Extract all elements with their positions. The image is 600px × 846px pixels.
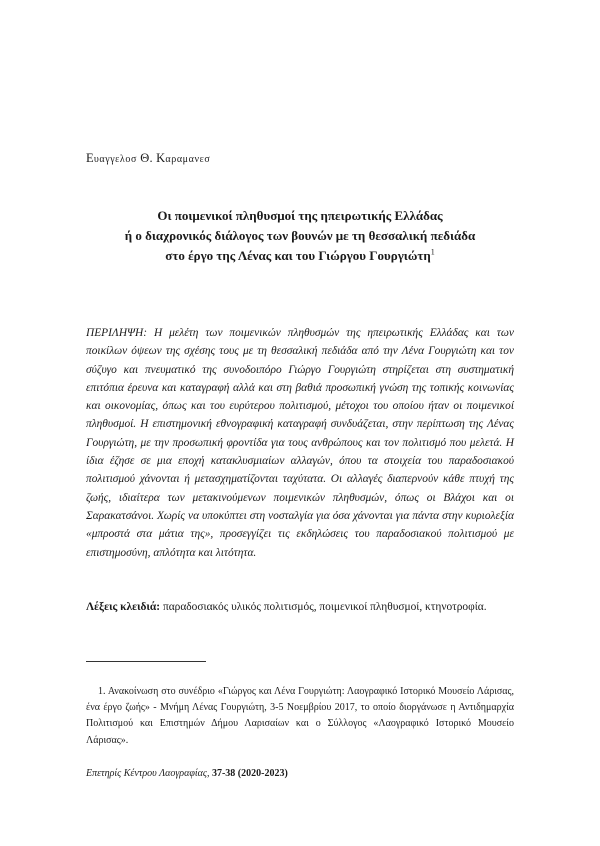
author-last-initial: Κ (156, 151, 166, 165)
title-line-3 (86, 246, 514, 266)
abstract (86, 324, 514, 562)
abstract-text: Η μελέτη των ποιμενικών πληθυσμών της ηπειρωτικής Ελλάδας και των ποικίλων όψεων της σχέσης τους με τη θεσσαλική πεδιάδα από την Λένα Γουργιώτη και τον σύζυγο και πνευματικό της συνοδοιπόρο Γιώργο Γουργιώτη στηρίζεται στη συστηματική επιτόπια έρευνα και καταγραφή αλλά και στη βαθιά προσωπική γνώση της τοπικής κοινωνίας και οικονομίας, όπως και του ευρύτερου πολιτισμού, μέτοχοι του οποίου ήταν οι ποιμενικοί πληθυσμοί. Η επιστημονική εθνογραφική καταγραφή συνδυάζεται, στην περίπτωση της Λένας Γουργιώτη, με την προσωπική φροντίδα για τους ανθρώπους και τον πολιτισμό που μελετά. Η ίδια έζησε σε μια εποχή κατακλυσμιαίων αλλαγών, όπου τα στοιχεία του παραδοσιακού πολιτισμού χάνονται ή μετασχηματίζονται ταχύτατα. Οι αλλαγές διαπερνούν κάθε πτυχή της ζωής, ιδιαίτερα των μετακινούμενων ποιμενικών πληθυσμών, όπως οι Βλάχοι και οι Σαρακατσάνοι. Χωρίς να υποκύπτει στη νοσταλγία για όσα χάνονται για πάντα στην κυριολεξία «μπροστά στα μάτια της», προσεγγίζει τις εκδηλώσεις του παραδοσιακού πολιτισμού με επιστημοσύνη, απλότητα και λιτότητα. (86, 327, 514, 559)
title-line-3-text: στο έργο της Λένας και του Γιώργου Γουργιώτη (165, 248, 431, 263)
author-middle-initial: Θ. (140, 151, 153, 165)
author-name (86, 151, 210, 166)
keywords (86, 598, 514, 616)
title-footnote-mark: 1 (430, 247, 435, 257)
journal-name: Επετηρίς Κέντρου Λαογραφίας, (86, 768, 210, 779)
abstract-label: ΠΕΡΙΛΗΨΗ: (86, 327, 148, 339)
footnote-separator (86, 661, 206, 662)
author-first-initial: Ε (86, 151, 94, 165)
paper-title (86, 206, 514, 266)
author-last-rest: αραμανεσ (165, 154, 211, 165)
keywords-label: Λέξεις κλειδιά: (86, 601, 161, 613)
author-first-rest: υαγγελοσ (93, 154, 137, 165)
journal-citation (86, 768, 288, 779)
journal-volume: 37-38 (2020-2023) (211, 768, 288, 779)
title-line-1: Οι ποιμενικοί πληθυσμοί της ηπειρωτικής Ελλάδας (157, 208, 443, 223)
footnote-1: 1. Ανακοίνωση στο συνέδριο «Γιώργος και Λένα Γουργιώτη: Λαογραφικό Ιστορικό Μουσείο Λάρισας, ένα έργο ζωής» - Μνήμη Λένας Γουργιώτη, 3-5 Νοεμβρίου 2017, το οποίο διοργάνωσε η Αντιδημαρχία Πολιτισμού και Επιστημών Δήμου Λαρισαίων και ο Σύλλογος «Λαογραφικό Ιστορικό Μουσείο Λάρισας». (86, 686, 514, 746)
keywords-text: παραδοσιακός υλικός πολιτισμός, ποιμενικοί πληθυσμοί, κτηνοτροφία. (162, 601, 487, 613)
title-line-2: ή ο διαχρονικός διάλογος των βουνών με τη θεσσαλική πεδιάδα (124, 228, 476, 243)
